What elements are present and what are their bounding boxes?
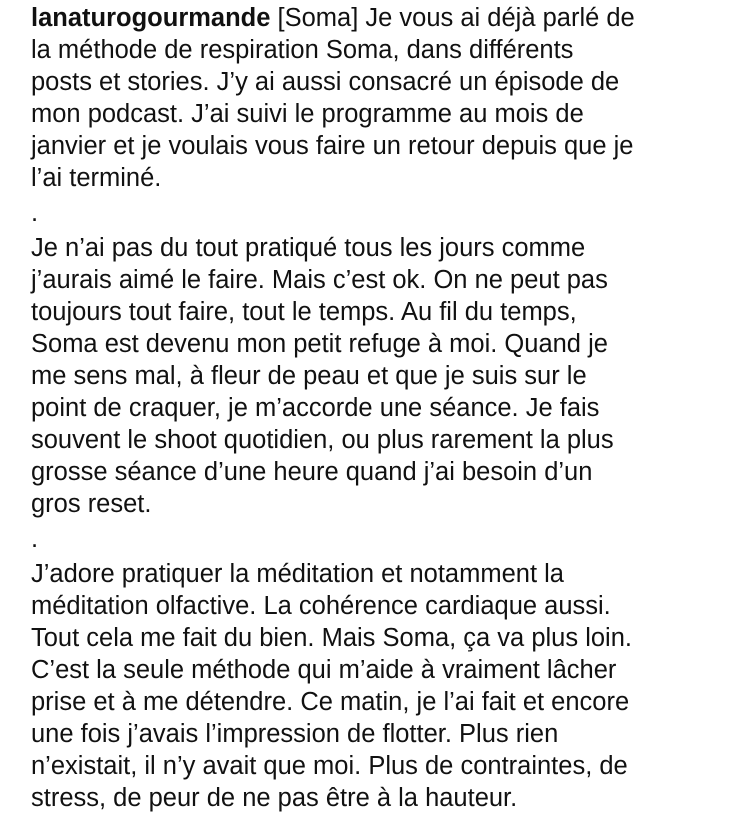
caption-line: toujours tout faire, tout le temps. Au fil du temps, bbox=[31, 298, 577, 326]
caption-text: [Soma] Je vous ai déjà parlé de bbox=[270, 4, 635, 32]
caption-line: mon podcast. J’ai suivi le programme au mois de bbox=[31, 100, 584, 128]
caption-line: stress, de peur de ne pas être à la hauteur. bbox=[31, 784, 518, 812]
caption-paragraph-2 bbox=[31, 232, 731, 520]
caption-line: grosse séance d’une heure quand j’ai besoin d’un bbox=[31, 458, 593, 486]
caption-line bbox=[31, 2, 731, 34]
caption-line: Je n’ai pas du tout pratiqué tous les jours comme bbox=[31, 234, 586, 262]
caption-line: me sens mal, à fleur de peau et que je suis sur le bbox=[31, 362, 587, 390]
caption-line: la méthode de respiration Soma, dans différents bbox=[31, 36, 574, 64]
paragraph-separator: . bbox=[31, 525, 39, 553]
post-caption bbox=[31, 2, 731, 814]
caption-line: souvent le shoot quotidien, ou plus rarement la plus bbox=[31, 426, 614, 454]
caption-line: janvier et je voulais vous faire un retour depuis que je bbox=[31, 132, 634, 160]
caption-line: méditation olfactive. La cohérence cardiaque aussi. bbox=[31, 592, 611, 620]
caption-line: n’existait, il n’y avait que moi. Plus de contraintes, de bbox=[31, 752, 628, 780]
caption-line: prise et à me détendre. Ce matin, je l’ai fait et encore bbox=[31, 688, 630, 716]
username-link[interactable]: lanaturogourmande bbox=[31, 4, 271, 32]
caption-paragraph-3 bbox=[31, 558, 731, 814]
caption-line: Soma est devenu mon petit refuge à moi. Quand je bbox=[31, 330, 608, 358]
caption-line: J’adore pratiquer la méditation et notamment la bbox=[31, 560, 564, 588]
caption-line: l’ai terminé. bbox=[31, 164, 162, 192]
caption-line: gros reset. bbox=[31, 490, 152, 518]
caption-paragraph-1 bbox=[31, 2, 731, 194]
paragraph-separator: . bbox=[31, 199, 39, 227]
caption-line: posts et stories. J’y ai aussi consacré un épisode de bbox=[31, 68, 620, 96]
caption-line: une fois j’avais l’impression de flotter. Plus rien bbox=[31, 720, 559, 748]
caption-line: point de craquer, je m’accorde une séance. Je fais bbox=[31, 394, 600, 422]
caption-line: Tout cela me fait du bien. Mais Soma, ça va plus loin. bbox=[31, 624, 632, 652]
caption-line: j’aurais aimé le faire. Mais c’est ok. On ne peut pas bbox=[31, 266, 608, 294]
caption-line: C’est la seule méthode qui m’aide à vraiment lâcher bbox=[31, 656, 617, 684]
